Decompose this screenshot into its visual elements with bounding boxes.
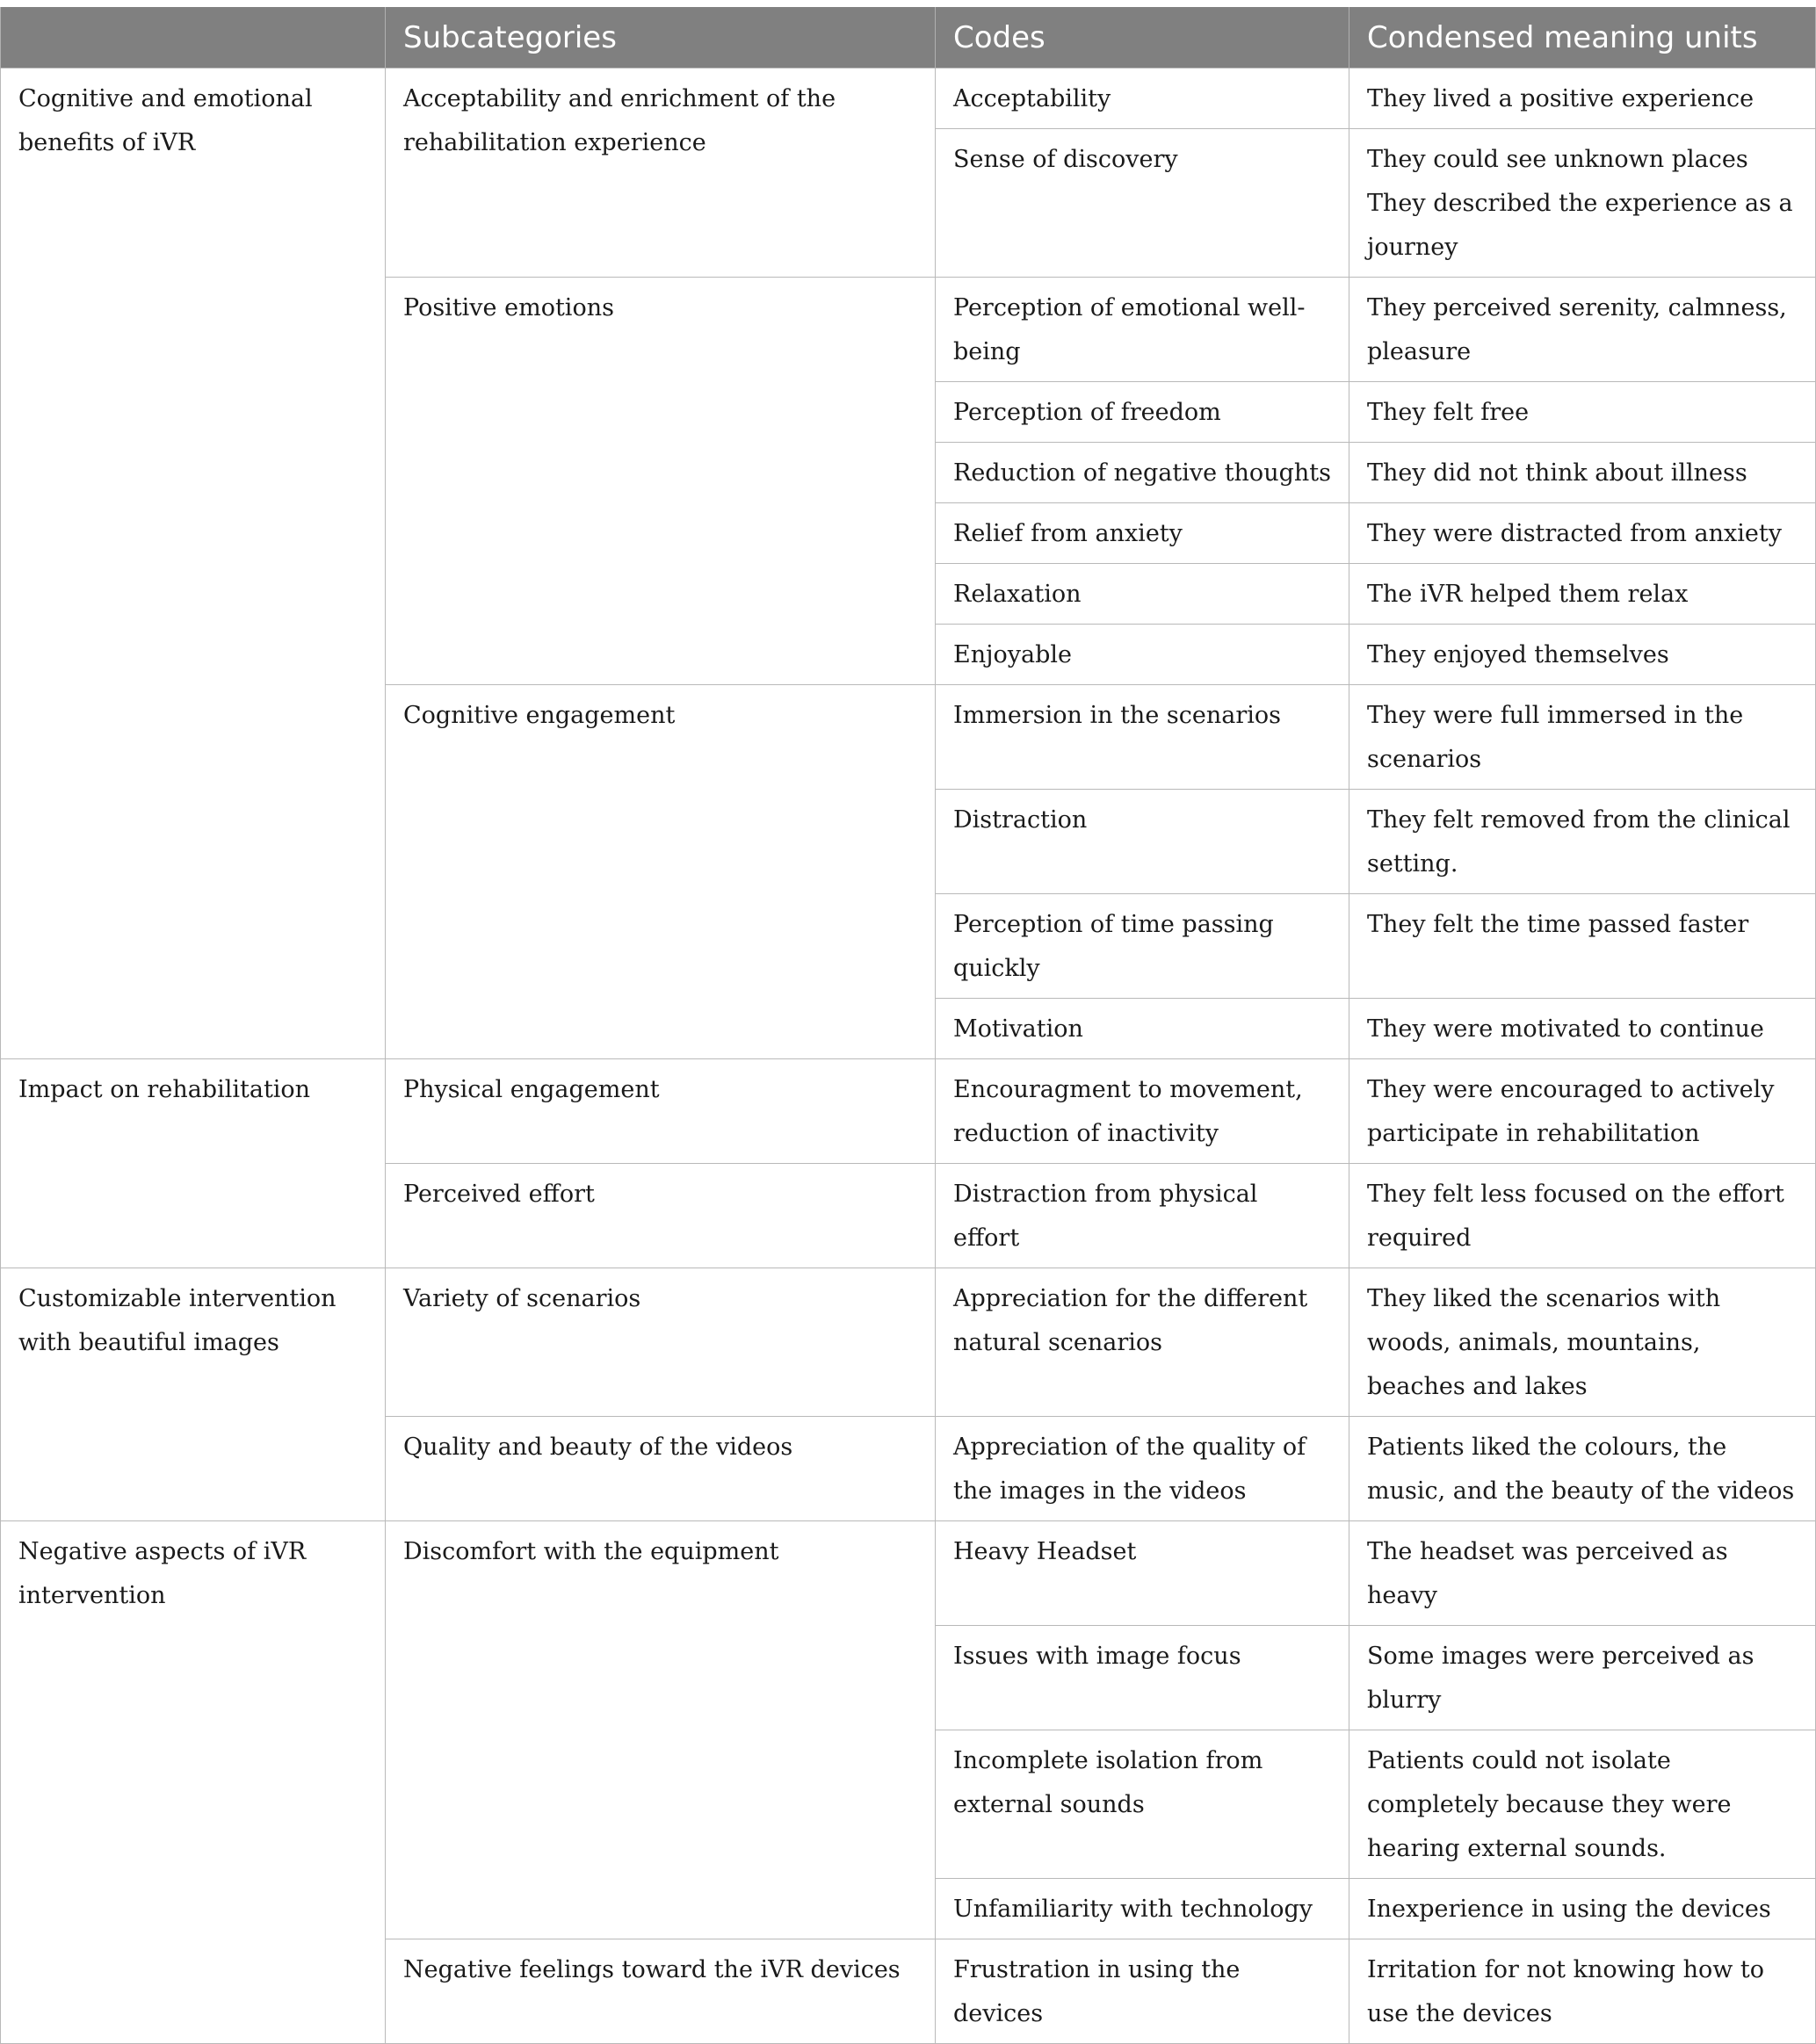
code-cell: Enjoyable (936, 625, 1349, 685)
meaning-units-cell (1349, 790, 1816, 894)
table-container (0, 7, 1815, 2044)
code-cell: Issues with image focus (936, 1626, 1349, 1730)
meaning-unit-text: They did not think about illness (1367, 459, 1747, 487)
meaning-unit-text: They lived a positive experience (1367, 85, 1755, 112)
meaning-units-cell (1349, 999, 1816, 1059)
meaning-units-cell (1349, 278, 1816, 382)
category-cell: Negative aspects of iVR intervention (1, 1521, 386, 2044)
meaning-unit-text: They were distracted from anxiety (1367, 520, 1782, 547)
meaning-unit-text: They felt less focused on the effort required (1367, 1181, 1784, 1252)
category-cell: Impact on rehabilitation (1, 1059, 386, 1268)
meaning-units-cell (1349, 69, 1816, 129)
meaning-units-cell (1349, 1268, 1816, 1417)
code-cell: Relief from anxiety (936, 503, 1349, 564)
meaning-unit-text: They could see unknown places (1367, 146, 1748, 173)
meaning-units-cell (1349, 503, 1816, 564)
subcategory-cell: Quality and beauty of the videos (386, 1417, 936, 1521)
code-cell: Encouragment to movement, reduction of inactivity (936, 1059, 1349, 1164)
code-cell: Acceptability (936, 69, 1349, 129)
subcategory-cell: Positive emotions (386, 278, 936, 685)
meaning-unit-text: They felt the time passed faster (1367, 911, 1749, 938)
code-cell: Appreciation for the different natural scenarios (936, 1268, 1349, 1417)
meaning-units-cell (1349, 1626, 1816, 1730)
subcategory-cell: Perceived effort (386, 1164, 936, 1268)
table-body (1, 69, 1816, 2044)
meaning-unit-text: Irritation for not knowing how to use the devices (1367, 1956, 1765, 2027)
meaning-unit-text: They described the experience as a journey (1367, 190, 1793, 261)
subcategory-cell: Variety of scenarios (386, 1268, 936, 1417)
subcategory-cell: Discomfort with the equipment (386, 1521, 936, 1939)
code-cell: Incomplete isolation from external sounds (936, 1730, 1349, 1879)
meaning-unit-text: Some images were perceived as blurry (1367, 1643, 1755, 1714)
meaning-units-cell (1349, 1521, 1816, 1626)
meaning-unit-text: They felt removed from the clinical setting. (1367, 806, 1791, 878)
meaning-unit-text: They were motivated to continue (1367, 1015, 1764, 1043)
meaning-units-cell (1349, 685, 1816, 790)
code-cell: Perception of emotional well-being (936, 278, 1349, 382)
meaning-unit-text: The headset was perceived as heavy (1367, 1538, 1728, 1609)
table-row (1, 69, 1816, 129)
meaning-units-cell (1349, 1879, 1816, 1939)
code-cell: Distraction (936, 790, 1349, 894)
meaning-units-cell (1349, 1730, 1816, 1879)
code-cell: Frustration in using the devices (936, 1939, 1349, 2044)
code-cell: Unfamiliarity with technology (936, 1879, 1349, 1939)
meaning-units-cell (1349, 1939, 1816, 2044)
header-codes: Codes (936, 7, 1349, 69)
code-cell: Reduction of negative thoughts (936, 443, 1349, 503)
table-row (1, 1268, 1816, 1417)
code-cell: Perception of time passing quickly (936, 894, 1349, 999)
subcategory-cell: Cognitive engagement (386, 685, 936, 1059)
meaning-unit-text: They were full immersed in the scenarios (1367, 702, 1744, 773)
meaning-units-cell (1349, 129, 1816, 278)
qualitative-analysis-table (0, 7, 1816, 2044)
category-cell: Cognitive and emotional benefits of iVR (1, 69, 386, 1059)
meaning-unit-text: The iVR helped them relax (1367, 581, 1689, 608)
meaning-unit-text: They perceived serenity, calmness, pleasure (1367, 294, 1787, 365)
table-row (1, 1059, 1816, 1164)
meaning-units-cell (1349, 894, 1816, 999)
header-row (1, 7, 1816, 69)
meaning-units-cell (1349, 382, 1816, 443)
table-row (1, 1521, 1816, 1626)
code-cell: Distraction from physical effort (936, 1164, 1349, 1268)
meaning-units-cell (1349, 1417, 1816, 1521)
meaning-unit-text: They liked the scenarios with woods, animals, mountains, beaches and lakes (1367, 1285, 1721, 1400)
meaning-units-cell (1349, 1059, 1816, 1164)
meaning-units-cell (1349, 625, 1816, 685)
table-header (1, 7, 1816, 69)
meaning-unit-text: Inexperience in using the devices (1367, 1896, 1771, 1923)
header-subcategories: Subcategories (386, 7, 936, 69)
meaning-unit-text: Patients liked the colours, the music, and the beauty of the videos (1367, 1434, 1795, 1505)
meaning-unit-text: Patients could not isolate completely because they were hearing external sounds. (1367, 1747, 1732, 1862)
meaning-units-cell (1349, 443, 1816, 503)
meaning-units-cell (1349, 1164, 1816, 1268)
code-cell: Immersion in the scenarios (936, 685, 1349, 790)
category-cell: Customizable intervention with beautiful images (1, 1268, 386, 1521)
subcategory-cell: Physical engagement (386, 1059, 936, 1164)
code-cell: Heavy Headset (936, 1521, 1349, 1626)
header-category (1, 7, 386, 69)
subcategory-cell: Acceptability and enrichment of the rehabilitation experience (386, 69, 936, 278)
code-cell: Sense of discovery (936, 129, 1349, 278)
meaning-unit-text: They were encouraged to actively participate in rehabilitation (1367, 1076, 1775, 1147)
header-condensed-meaning-units: Condensed meaning units (1349, 7, 1816, 69)
meaning-unit-text: They enjoyed themselves (1367, 641, 1669, 668)
meaning-units-cell (1349, 564, 1816, 625)
code-cell: Relaxation (936, 564, 1349, 625)
code-cell: Perception of freedom (936, 382, 1349, 443)
subcategory-cell: Negative feelings toward the iVR devices (386, 1939, 936, 2044)
meaning-unit-text: They felt free (1367, 399, 1530, 426)
code-cell: Appreciation of the quality of the images in the videos (936, 1417, 1349, 1521)
code-cell: Motivation (936, 999, 1349, 1059)
